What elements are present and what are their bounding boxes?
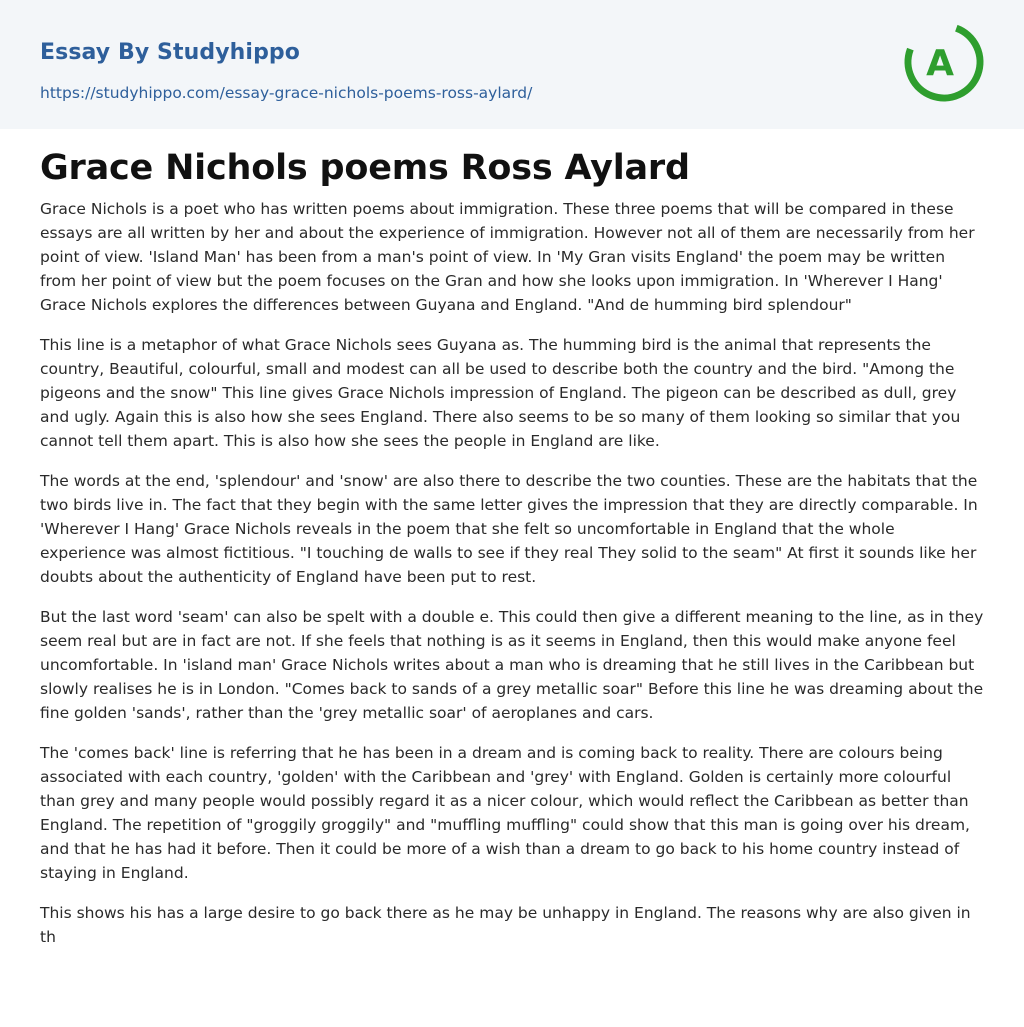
- article: [40, 129, 984, 965]
- paragraph-1: Grace Nichols is a poet who has written poems about immigration. These three poems that will be compared in these essays are all written by her and about the experience of immigration. However not all of them are necessarily from her point of view. 'Island Man' has been from a man's point of view. In 'My Gran visits England' the poem may be written from her point of view but the poem focuses on the Gran and how she looks upon immigration. In 'Wherever I Hang' Grace Nichols explores the differences between Guyana and England. "And de humming bird splendour": [40, 200, 975, 314]
- paragraph-5: The 'comes back' line is referring that he has been in a dream and is coming back to reality. There are colours being associated with each country, 'golden' with the Caribbean and 'grey' with England. Golden is certainly more colourful than grey and many people would possibly regard it as a nicer colour, which would reflect the Caribbean as better than England. The repetition of "groggily groggily" and "muffling muffling" could show that this man is going over his dream, and that he has had it before. Then it could be more of a wish than a dream to go back to his home country instead of staying in England.: [40, 744, 970, 882]
- logo-letter: A: [926, 43, 954, 84]
- paragraph-2: This line is a metaphor of what Grace Nichols sees Guyana as. The humming bird is the animal that represents the country, Beautiful, colourful, small and modest can all be used to describe both the country and the bird. "Among the pigeons and the snow" This line gives Grace Nichols impression of England. The pigeon can be described as dull, grey and ugly. Again this is also how she sees England. There also seems to be so many of them looking so similar that you cannot tell them apart. This is also how she sees the people in England are like.: [40, 336, 961, 450]
- site-header: [0, 0, 1024, 129]
- paragraph-4: But the last word 'seam' can also be spelt with a double e. This could then give a different meaning to the line, as in they seem real but are in fact are not. If she feels that nothing is as it seems in England, then this would make anyone feel uncomfortable. In 'island man' Grace Nichols writes about a man who is dreaming that he still lives in the Caribbean but slowly realises he is in London. "Comes back to sands of a grey metallic soar" Before this line he was dreaming about the fine golden 'sands', rather than the 'grey metallic soar' of aeroplanes and cars.: [40, 608, 984, 722]
- site-title[interactable]: Essay By Studyhippo: [40, 40, 300, 65]
- paragraph-3: The words at the end, 'splendour' and 'snow' are also there to describe the two counties. These are the habitats that the two birds live in. The fact that they begin with the same letter gives the impression that they are directly comparable. In 'Wherever I Hang' Grace Nichols reveals in the poem that she felt so uncomfortable in England that the whole experience was almost fictitious. "I touching de walls to see if they real They solid to the seam" At first it sounds like her doubts about the authenticity of England have been put to rest.: [40, 472, 978, 586]
- studyhippo-logo-icon[interactable]: [900, 18, 988, 106]
- page-title: Grace Nichols poems Ross Aylard: [40, 148, 690, 188]
- source-url-link[interactable]: https://studyhippo.com/essay-grace-nichols-poems-ross-aylard/: [40, 84, 533, 102]
- paragraph-6: This shows his has a large desire to go back there as he may be unhappy in England. The reasons why are also given in th: [40, 904, 971, 946]
